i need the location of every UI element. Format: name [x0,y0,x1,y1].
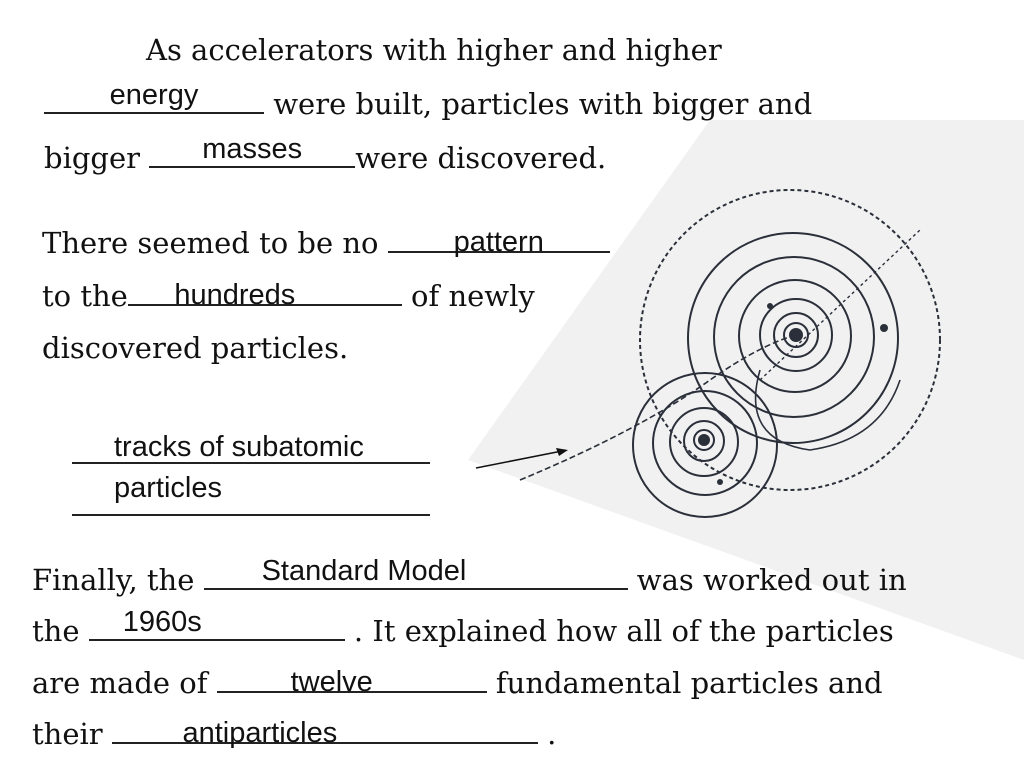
p3-line1 [32,555,907,597]
vertex-4 [880,324,888,332]
blank-standard-model[interactable] [204,555,628,590]
p1-line3-before: bigger [44,141,150,175]
p3-line2 [32,606,894,648]
caption-line-2: particles [114,472,222,504]
p3-line2-after: . It explained how all of the particles [344,614,894,648]
vertex-2 [698,434,710,446]
p1-line2 [44,79,813,121]
p3-line3-before: are made of [32,666,217,700]
blank-antiparticles[interactable] [112,716,538,749]
p2-line2-after: of newly [401,279,535,313]
p3-line3 [32,665,883,700]
p1-line1 [146,33,722,67]
p3-line3-after: fundamental particles and [486,666,883,700]
caption-arrow-icon [470,440,580,480]
answer-energy: energy [109,79,199,111]
p1-line2-text: were built, particles with bigger and [264,87,813,121]
blank-masses[interactable] [149,133,355,168]
p3-line2-before: the [32,614,89,648]
p2-line1-text: There seemed to be no [42,226,388,260]
vertex-5 [717,479,723,485]
answer-standard-model: Standard Model [261,555,467,587]
caption-rule-2 [72,514,430,516]
vertex-3 [767,303,773,309]
p3-line4-after: . [537,717,557,751]
blank-twelve[interactable] [217,665,487,698]
caption-line-1: tracks of subatomic [114,431,364,463]
p3-line4-before: their [32,717,112,751]
answer-hundreds: hundreds [174,279,296,311]
answer-1960s: 1960s [122,606,202,638]
p1-line3-after: were discovered. [355,141,607,175]
arrow-head [556,448,568,456]
vertex-1 [789,328,803,342]
p3-line1-before: Finally, the [32,563,204,597]
blank-1960s[interactable] [89,606,345,641]
blank-hundreds[interactable] [128,278,402,311]
p2-line2-before: to the [42,279,128,313]
p1-line1-text: As accelerators with higher and higher [146,33,722,67]
p3-line1-after: was worked out in [627,563,907,597]
p2-line3 [42,331,348,365]
answer-twelve: twelve [290,666,373,698]
arrow-shaft [476,451,562,468]
answer-masses: masses [202,133,303,165]
p2-line3-text: discovered particles. [42,331,349,365]
answer-antiparticles: antiparticles [182,717,338,749]
p3-line4 [32,716,556,751]
blank-energy[interactable] [44,79,264,114]
answer-pattern: pattern [453,226,544,258]
